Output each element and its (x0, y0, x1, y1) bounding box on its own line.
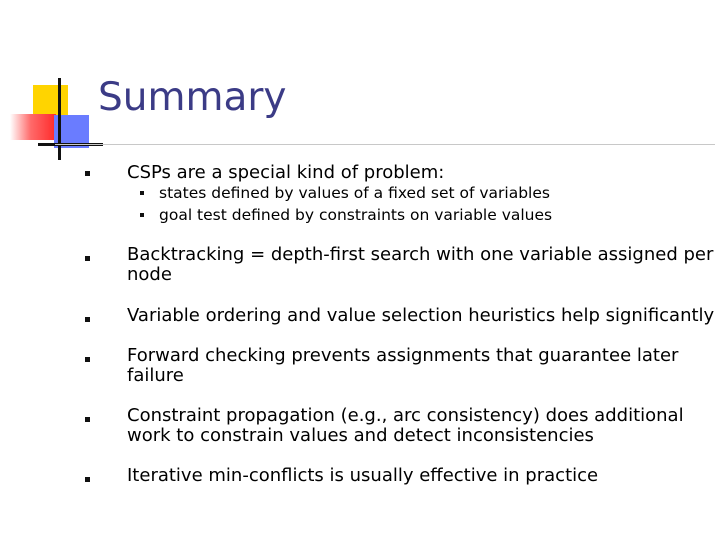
logo-vertical-line (58, 78, 61, 160)
bullet-marker (85, 357, 90, 362)
slide-title: Summary (98, 75, 287, 120)
sub-bullet-marker (140, 191, 144, 195)
sub-bullet-marker (140, 213, 144, 217)
bullet-text: Constraint propagation (e.g., arc consistency) does additional (127, 405, 684, 426)
bullet-marker (85, 171, 90, 176)
bullet-text: Backtracking = depth-first search with one variable assigned per (127, 244, 714, 265)
bullet-marker (85, 256, 90, 261)
title-underline (55, 144, 715, 145)
logo-red-square (10, 114, 56, 140)
bullet-text-continuation: failure (127, 365, 184, 386)
sub-bullet-text: states defined by values of a fixed set of variables (159, 184, 550, 202)
bullet-marker (85, 477, 90, 482)
bullet-text: Forward checking prevents assignments that guarantee later (127, 345, 679, 366)
bullet-text-continuation: node (127, 264, 172, 285)
bullet-text: Variable ordering and value selection heuristics help significantly (127, 305, 715, 326)
sub-bullet-text: goal test defined by constraints on variable values (159, 206, 553, 224)
bullet-marker (85, 317, 90, 322)
bullet-text: CSPs are a special kind of problem: (127, 162, 445, 183)
bullet-text-continuation: work to constrain values and detect inconsistencies (127, 425, 594, 446)
bullet-text: Iterative min-conflicts is usually effective in practice (127, 465, 599, 486)
bullet-marker (85, 417, 90, 422)
